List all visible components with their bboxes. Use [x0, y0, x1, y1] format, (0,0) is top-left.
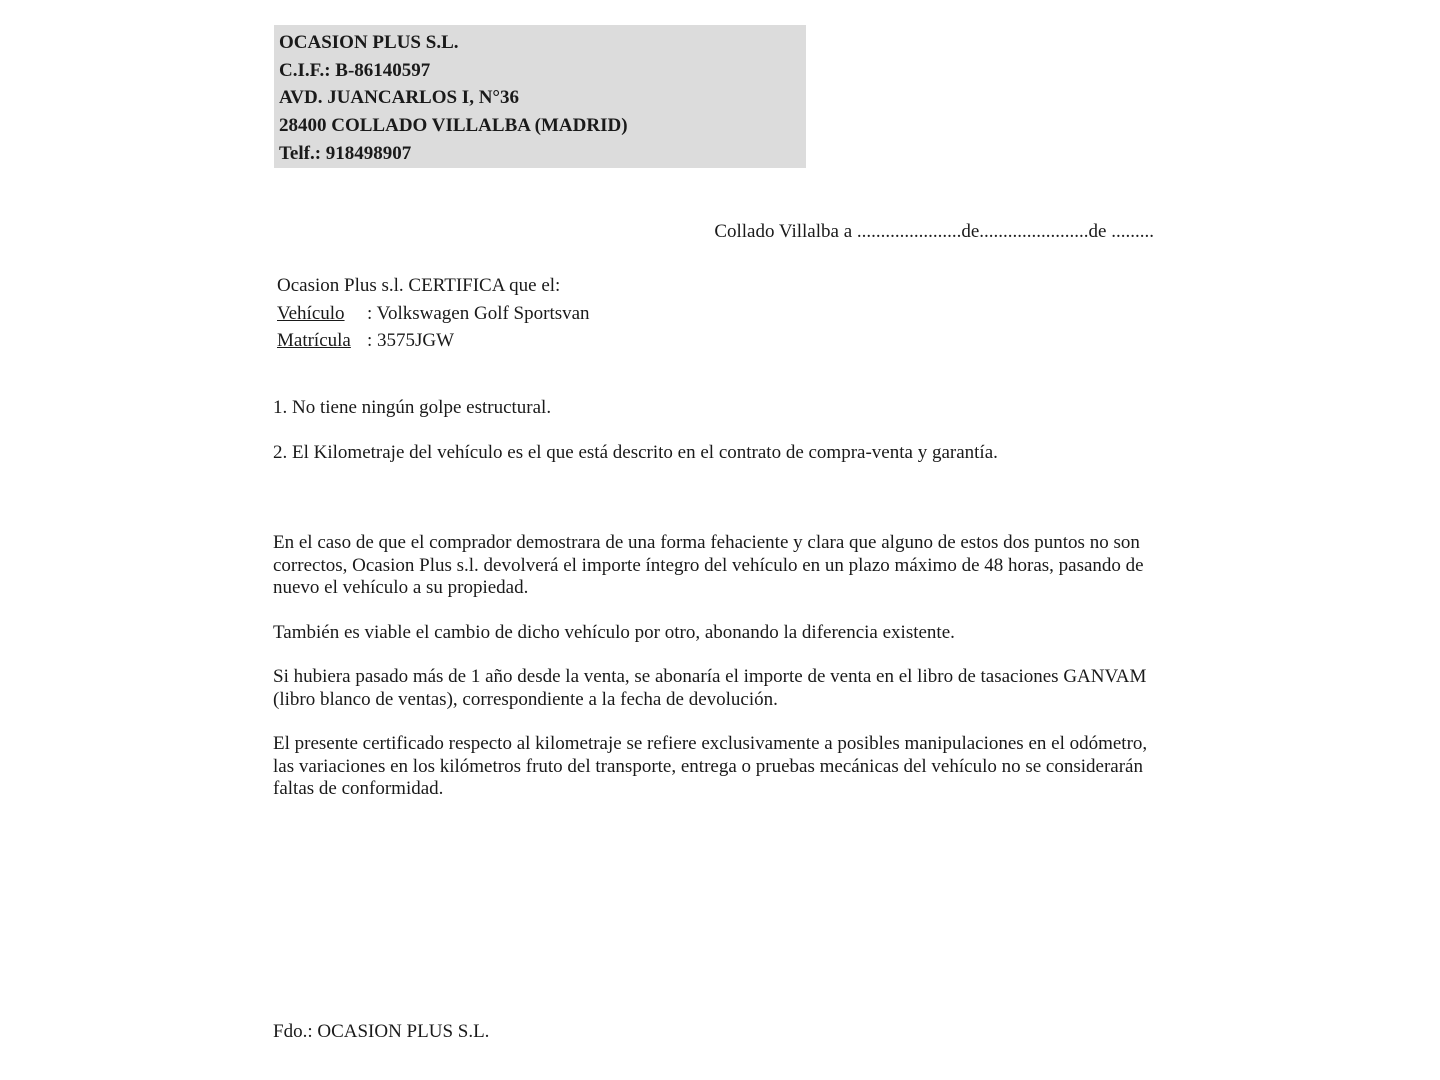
certified-points — [273, 396, 998, 486]
company-cif: C.I.F.: B-86140597 — [279, 59, 431, 81]
plate-row — [277, 327, 590, 355]
certificate-intro: Ocasion Plus s.l. CERTIFICA que el: — [277, 275, 561, 296]
vehicle-row — [277, 300, 590, 328]
paragraph: También es viable el cambio de dicho vehículo por otro, abonando la diferencia existente. — [273, 621, 955, 643]
company-address: AVD. JUANCARLOS I, N°36 — [279, 87, 520, 109]
plate-value: : 3575JGW — [367, 330, 455, 351]
company-phone: Telf.: 918498907 — [279, 142, 412, 164]
vehicle-value: : Volkswagen Golf Sportsvan — [367, 302, 590, 324]
paragraph: Si hubiera pasado más de 1 año desde la venta, se abonaría el importe de venta en el libro de tasaciones GANVAM (libro blanco de ventas), correspondiente a la fecha de devolución. — [273, 666, 1147, 710]
paragraph: En el caso de que el comprador demostrara de una forma fehaciente y clara que alguno de estos dos puntos no son correctos, Ocasion Plus s.l. devolverá el importe íntegro del vehículo en un plazo máximo de 48 horas, pasando de nuevo el vehículo a su propiedad. — [273, 532, 1144, 598]
company-name: OCASION PLUS S.L. — [279, 32, 459, 53]
paragraph: El presente certificado respecto al kilometraje se refiere exclusivamente a posibles manipulaciones en el odómetro, las variaciones en los kilómetros fruto del transporte, entrega o pruebas mecánicas del vehículo no se considerarán faltas de conformidad. — [273, 733, 1148, 799]
certificate-block — [277, 272, 590, 355]
company-city: 28400 COLLADO VILLALBA (MADRID) — [279, 115, 628, 137]
date-line: Collado Villalba a ......................de.......................de ......... — [714, 221, 1154, 242]
plate-label: Matrícula — [277, 330, 351, 351]
company-header-box — [274, 25, 806, 168]
signature-line: Fdo.: OCASION PLUS S.L. — [273, 1021, 490, 1042]
point-item: 1. No tiene ningún golpe estructural. — [273, 397, 552, 418]
vehicle-label: Vehículo — [277, 302, 345, 324]
body-text — [273, 532, 1158, 823]
point-item: 2. El Kilometraje del vehículo es el que está descrito en el contrato de compra-venta y garantía. — [273, 442, 998, 463]
